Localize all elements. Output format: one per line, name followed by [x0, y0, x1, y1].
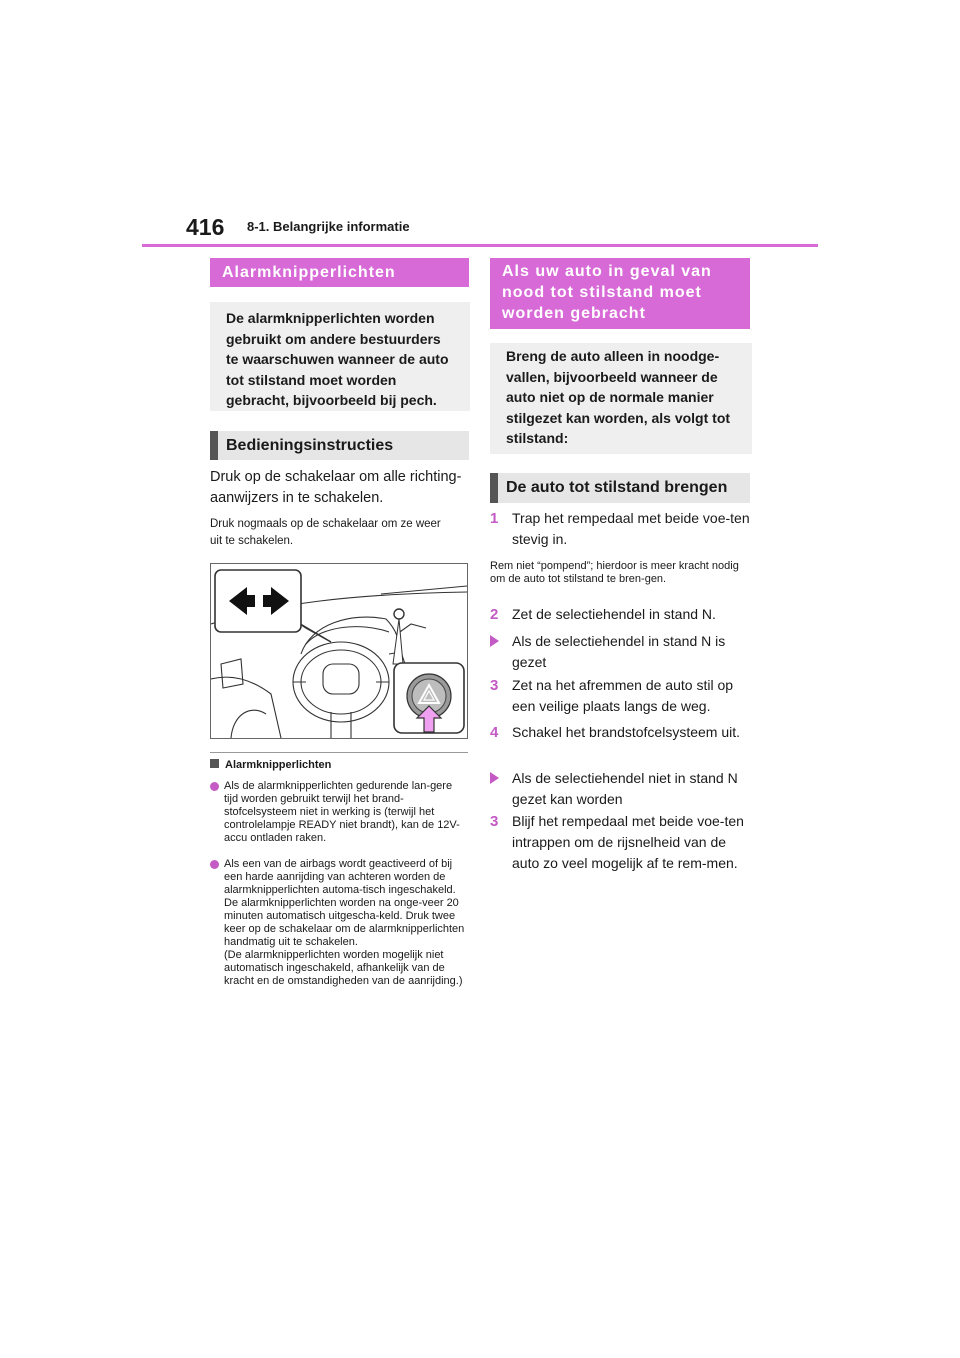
step-4-number: 4	[490, 724, 499, 741]
dot-bullet-icon	[210, 860, 219, 869]
stop-title: De auto tot stilstand brengen	[506, 479, 728, 496]
step-2	[490, 604, 752, 625]
step-1	[490, 508, 752, 550]
step-3b-number: 3	[490, 813, 499, 830]
instruction-sub: Druk nogmaals op de schakelaar om ze weer uit te schakelen.	[210, 518, 441, 547]
hazard-intro: De alarmknipperlichten worden gebruikt om andere bestuurders te waarschuwen wanneer de auto tot stilstand moet worden gebracht, bijvoorbeeld bij pech.	[226, 310, 449, 408]
emergency-title-box	[490, 258, 750, 329]
step-2-text: Zet de selectiehendel in stand N.	[512, 606, 716, 622]
emergency-intro: Breng de auto alleen in noodge-vallen, bijvoorbeeld wanneer de auto niet op de normale manier stilgezet kan worden, als volgt tot stilstand:	[506, 348, 731, 446]
step-3a-text: Zet na het afremmen de auto stil op een veilige plaats langs de weg.	[512, 677, 734, 714]
case-b-text: Als de selectiehendel niet in stand N gezet kan worden	[512, 770, 738, 807]
note-heading-row	[210, 759, 470, 772]
step-3b	[490, 811, 752, 874]
header-rule	[142, 244, 818, 247]
note-1-text: Als de alarmknipperlichten gedurende lan-gere tijd worden gebruikt terwijl het brand-stofcelsysteem niet in werking is (terwijl het controlelampje READY niet brandt), kan de 12V-accu ontladen raken.	[224, 780, 460, 844]
step-1-number: 1	[490, 510, 499, 527]
triangle-bullet-icon	[490, 768, 512, 810]
note-item-1	[210, 780, 468, 845]
step-3b-text: Blijf het rempedaal met beide voe-ten intrappen om de rijsnelheid van de auto zo veel mogelijk af te rem-men.	[512, 813, 744, 871]
emergency-title: Als uw auto in geval van nood tot stilstand moet worden gebracht	[502, 263, 712, 322]
note-heading: Alarmknipperlichten	[225, 759, 332, 771]
step-4-text: Schakel het brandstofcelsysteem uit.	[512, 724, 741, 740]
step-1-text: Trap het rempedaal met beide voe-ten stevig in.	[512, 510, 750, 547]
step-3a-number: 3	[490, 677, 499, 694]
instruction-main: Druk op de schakelaar om alle richting-aanwijzers in te schakelen.	[210, 469, 462, 506]
note-divider	[210, 752, 468, 753]
dashboard-illustration	[210, 563, 468, 739]
step-1-note: Rem niet “pompend”; hierdoor is meer kracht nodig om de auto tot stilstand te bren-gen.	[490, 560, 739, 585]
note-2-text: Als een van de airbags wordt geactiveerd of bij een harde aanrijding van achteren worden de alarmknipperlichten automa-tisch ingeschakeld. De alarmknipperlichten worden na onge-veer 20 minuten automatisch uitgescha-keld. Druk twee keer op de schakelaar om de alarmknipperlichten handmatig uit te schakelen. (De alarmknipperlichten worden mogelijk niet automatisch ingeschakeld, afhankelijk van de kracht en de omstandigheden van de aanrijding.)	[224, 858, 465, 987]
hazard-intro-box	[210, 302, 470, 411]
note-item-2	[210, 858, 468, 988]
step-4	[490, 722, 752, 743]
case-a-text: Als de selectiehendel in stand N is gezet	[512, 633, 726, 670]
triangle-bullet-icon	[490, 631, 512, 673]
section-title: 8-1. Belangrijke informatie	[247, 219, 410, 234]
instructions-heading	[210, 431, 469, 460]
dashboard-drawing	[211, 564, 467, 738]
instructions-title: Bedieningsinstructies	[226, 436, 394, 454]
case-a	[490, 631, 752, 673]
step-2-number: 2	[490, 606, 499, 623]
stop-heading	[490, 473, 750, 503]
case-b	[490, 768, 752, 810]
page-number: 416	[186, 214, 225, 240]
emergency-intro-box	[490, 343, 752, 454]
dot-bullet-icon	[210, 782, 219, 791]
hazard-title-box	[210, 258, 469, 287]
square-bullet-icon	[210, 759, 219, 768]
hazard-title: Alarmknipperlichten	[222, 264, 396, 281]
step-3a	[490, 675, 752, 717]
